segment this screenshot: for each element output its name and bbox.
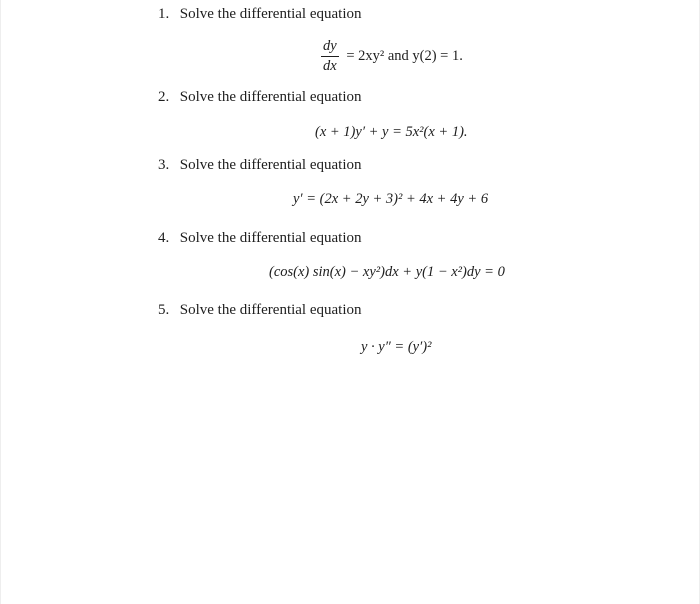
equation-rhs: = 2xy² and y(2) = 1.: [346, 48, 463, 64]
problem-4-equation: [269, 264, 505, 281]
problem-3-equation-text: y′ = (2x + 2y + 3)² + 4x + 4y + 6: [293, 191, 489, 207]
fraction-numerator: dy: [321, 38, 339, 57]
problem-1-heading: [158, 6, 362, 23]
problem-5-text: Solve the differential equation: [179, 302, 362, 318]
problem-5-heading: [158, 302, 362, 319]
problem-5-equation-text: y · y″ = (y′)²: [361, 339, 432, 355]
problem-3-text: Solve the differential equation: [179, 157, 362, 173]
problem-2-equation: [315, 124, 468, 141]
problem-3-heading: [158, 157, 362, 174]
problem-2-equation-text: (x + 1)y′ + y = 5x²(x + 1).: [315, 124, 468, 140]
fraction-denominator: dx: [323, 58, 337, 74]
problem-5-number: 5.: [158, 302, 170, 318]
problem-2-number: 2.: [158, 89, 170, 105]
problem-1-text: Solve the differential equation: [179, 6, 362, 22]
problem-3-equation: [293, 191, 488, 208]
problem-4-number: 4.: [158, 230, 170, 246]
problem-2-text: Solve the differential equation: [179, 89, 362, 105]
problem-1-number: 1.: [158, 6, 170, 22]
problem-3-number: 3.: [158, 157, 170, 173]
problem-5-equation: [361, 339, 431, 356]
derivative-fraction: [321, 38, 339, 75]
problem-4-equation-text: (cos(x) sin(x) − xy²)dx + y(1 − x²)dy = 0: [269, 264, 505, 280]
problem-4-heading: [158, 230, 362, 247]
problem-4-text: Solve the differential equation: [179, 230, 362, 246]
problem-1-equation: [321, 38, 463, 75]
problem-2-heading: [158, 89, 362, 106]
